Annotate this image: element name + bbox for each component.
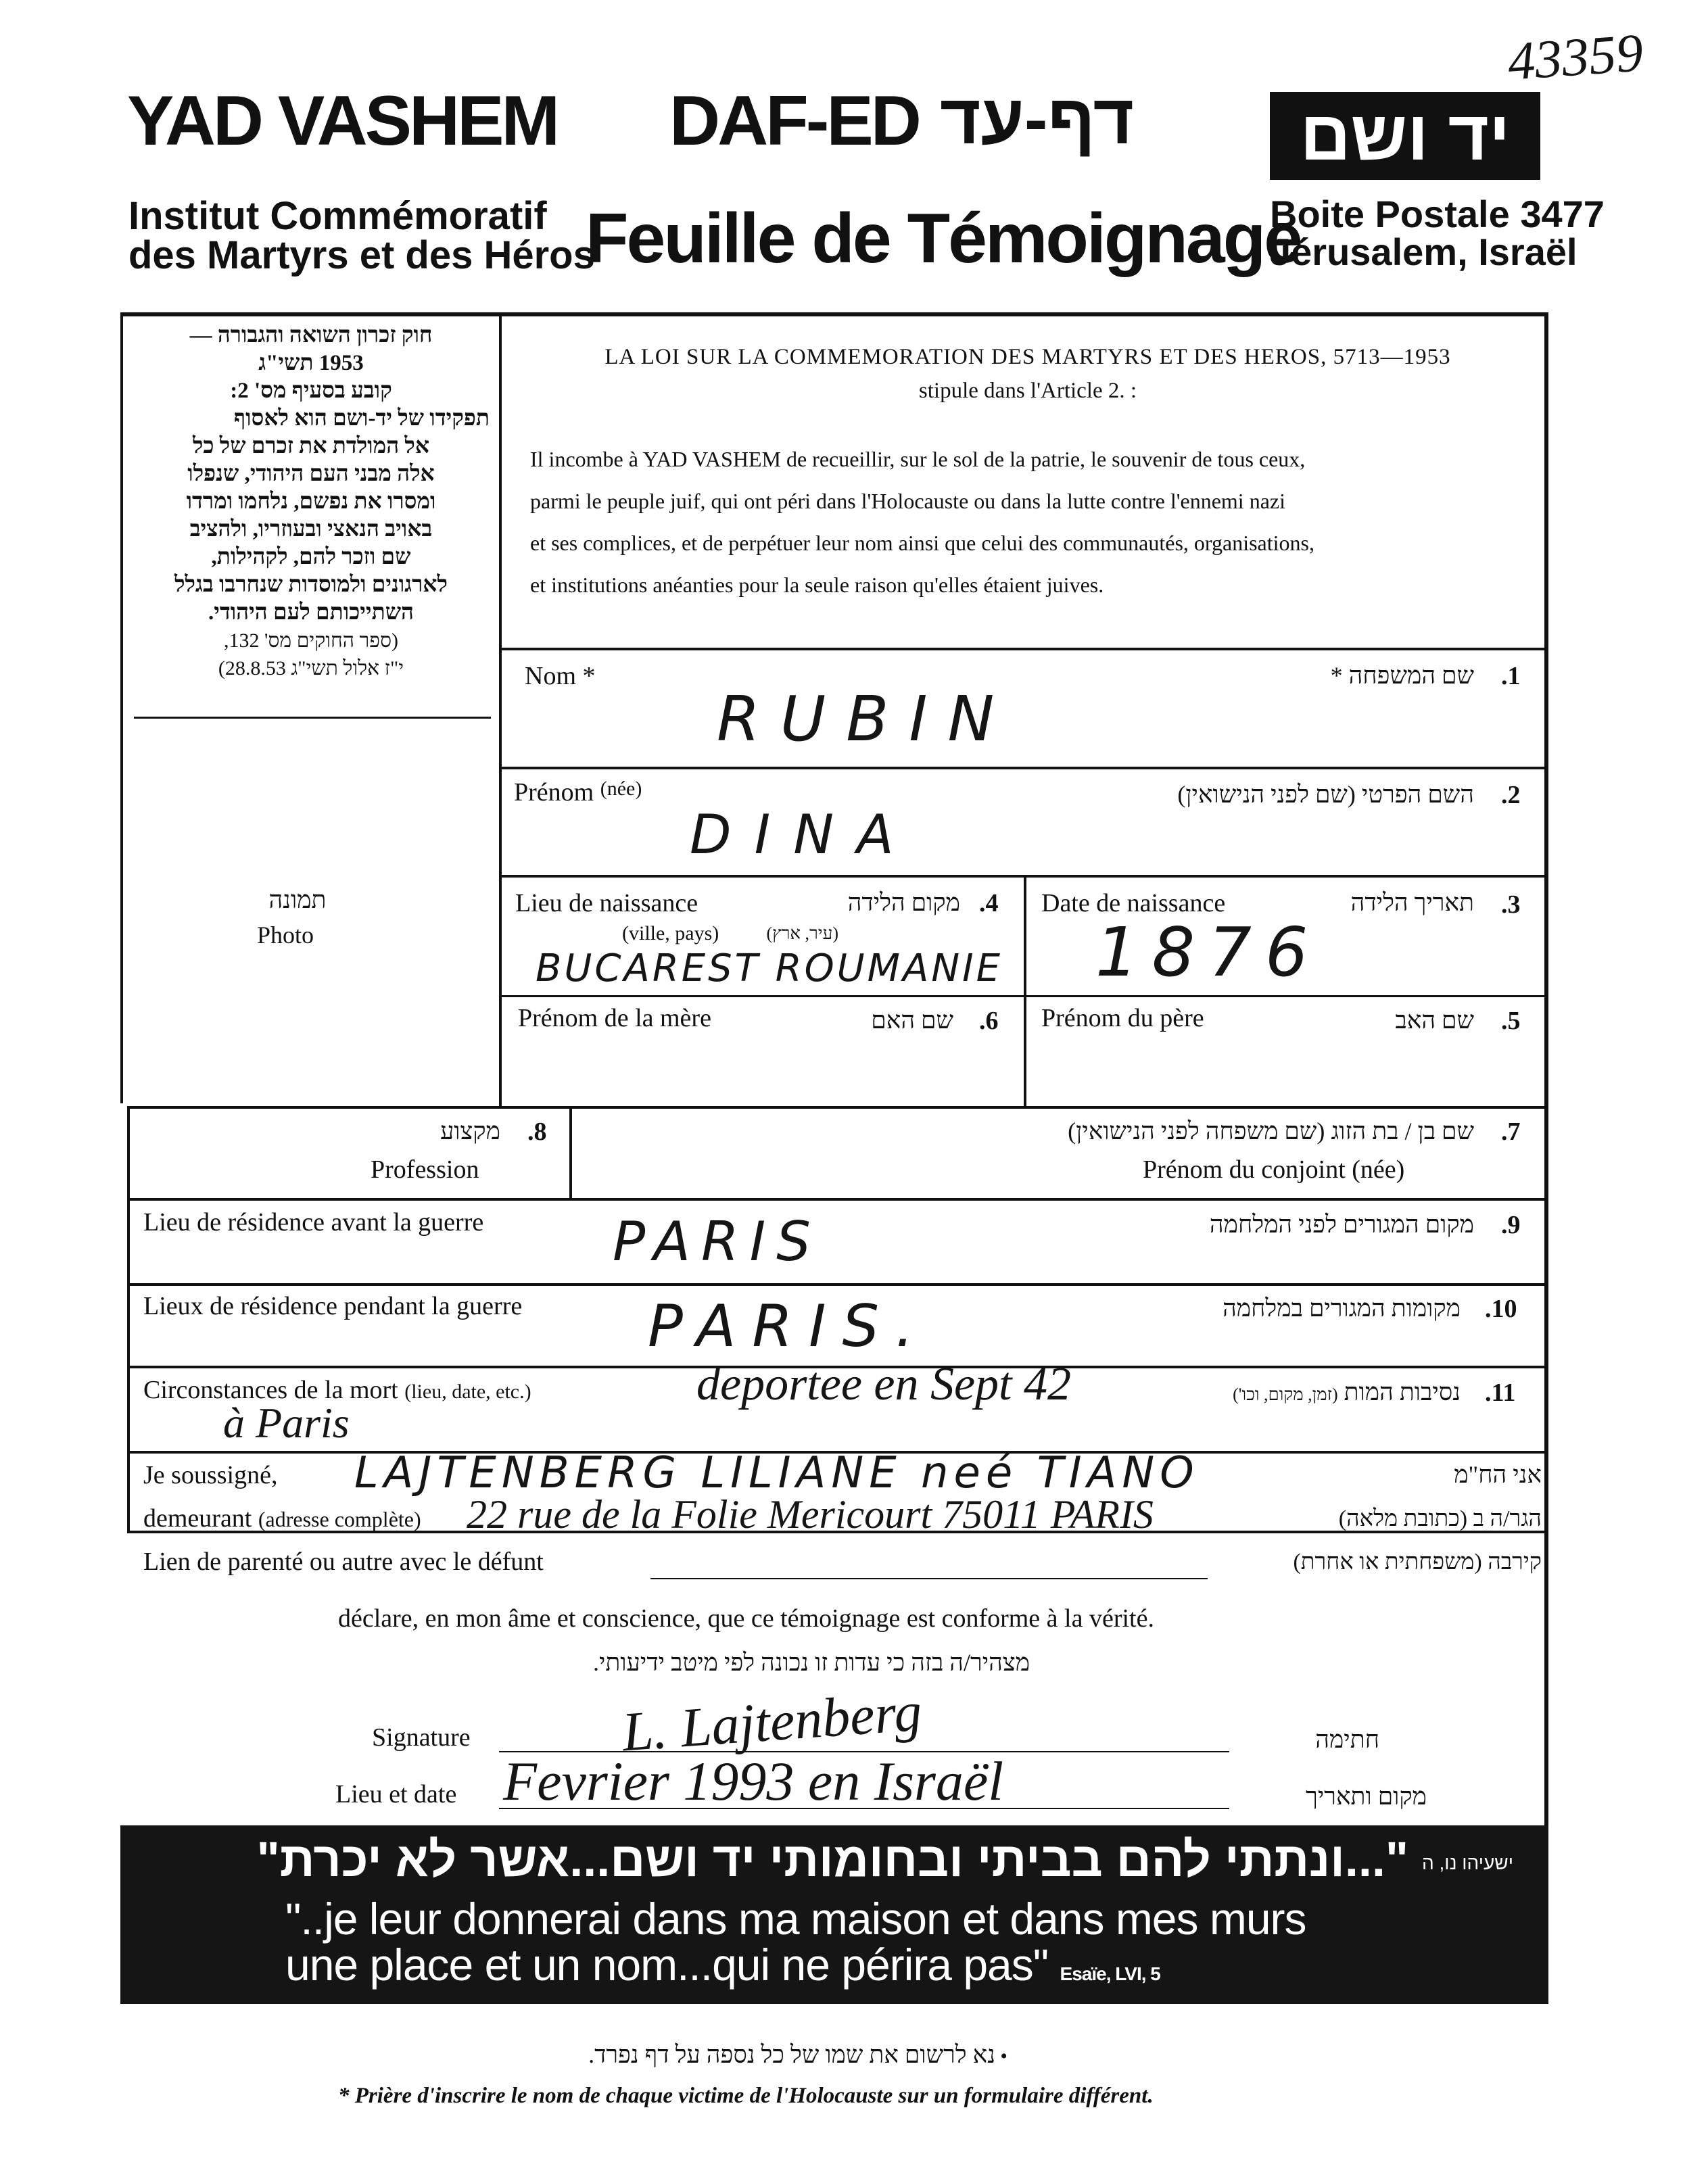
residence-pendant-number: .10 (1485, 1295, 1517, 1323)
circonstances-label-hebrew-sub: (זמן, מקום, וכו') (1233, 1385, 1338, 1404)
yad-vashem-logo-text: יד ושם (1300, 97, 1511, 175)
institute-name-line1: Institut Commémoratif (128, 194, 547, 238)
prenom-mere-number: .6 (979, 1007, 999, 1035)
law-hebrew-line: 1953 תשי"ג (258, 351, 364, 375)
lieu-naissance-label-hebrew: מקום הלידה (847, 889, 960, 916)
law-hebrew-line: י"ז אלול תשי"ג 28.8.53) (218, 657, 404, 679)
law-french-title: LA LOI SUR LA COMMEMORATION DES MARTYRS ET DES HEROS, 5713—1953 (604, 345, 1451, 369)
circonstances-label-sub: (lieu, date, etc.) (404, 1381, 531, 1403)
conjoint-number: .7 (1501, 1118, 1521, 1146)
law-hebrew-line: (ספר החוקים מס' 132, (223, 629, 399, 652)
law-french-subtitle: stipule dans l'Article 2. : (918, 379, 1137, 403)
prenom-label-hebrew: השם הפרטי (שם לפני הנישואין) (1177, 781, 1474, 808)
demeurant-label (143, 1504, 421, 1533)
signature-label-hebrew: חתימה (1315, 1726, 1379, 1753)
conjoint-label: Prénom du conjoint (née) (1143, 1155, 1405, 1184)
prenom-mere-label-hebrew: שם האם (871, 1007, 953, 1034)
banner-quote-ref: Esaïe, LVI, 5 (1060, 1963, 1160, 1984)
lieu-naissance-value[interactable]: BUCAREST ROUMANIE (536, 946, 1003, 990)
law-french-line: parmi le peuple juif, qui ont péri dans l'Holocauste ou dans la lutte contre l'ennemi nazi (530, 489, 1285, 513)
date-naissance-number: .3 (1501, 890, 1521, 919)
law-hebrew-line: חוק זכרון השואה והגבורה — (189, 323, 433, 347)
prenom-number: .2 (1501, 781, 1521, 809)
prenom-label-sub: (née) (600, 777, 642, 800)
circonstances-label-hebrew (1122, 1378, 1461, 1406)
lieu-naissance-number: .4 (979, 889, 999, 917)
photo-label: Photo (257, 921, 314, 949)
demeurant-label-hebrew: הגר/ה ב (כתובת מלאה) (1338, 1506, 1542, 1531)
address-line1: Boite Postale 3477 (1270, 193, 1605, 235)
law-hebrew-line: לארגונים ולמוסדות שנחרבו בגלל (174, 573, 448, 597)
demeurant-value[interactable]: 22 rue de la Folie Mericourt 75011 PARIS (467, 1492, 1154, 1537)
demeurant-label-text: demeurant (143, 1504, 252, 1533)
footer-french (338, 2084, 1488, 2109)
lien-label-hebrew: קירבה (משפחתית או אחרת) (1293, 1550, 1542, 1575)
photo-label-hebrew: תמונה (268, 886, 327, 913)
lien-label: Lien de parenté ou autre avec le défunt (143, 1548, 544, 1576)
law-hebrew-line: שם וזכר להם, לקהילות, (211, 545, 411, 569)
residence-avant-label-hebrew: מקום המגורים לפני המלחמה (1209, 1211, 1474, 1238)
prenom-pere-label: Prénom du père (1041, 1004, 1204, 1032)
prenom-label-text: Prénom (514, 778, 594, 807)
residence-avant-number: .9 (1501, 1211, 1521, 1239)
quote-banner (120, 1825, 1548, 2004)
signature-value[interactable]: L. Lajtenberg (620, 1680, 924, 1763)
circonstances-value-line2[interactable]: à Paris (223, 1399, 350, 1447)
yad-vashem-title: YAD VASHEM (127, 82, 558, 160)
law-hebrew-line: השתייכותם לעם היהודי. (208, 600, 414, 625)
law-hebrew-block (133, 322, 490, 682)
daf-ed-hebrew-title: דף-עד (940, 80, 1135, 159)
soussigne-value[interactable]: LAJTENBERG LILIANE neé TIANO (354, 1448, 1200, 1498)
lieu-naissance-label: Lieu de naissance (515, 889, 698, 917)
profession-number: .8 (527, 1118, 547, 1146)
footer-hebrew (473, 2040, 1122, 2069)
footer-french-bullet: * (338, 2084, 355, 2108)
circonstances-value-line1[interactable]: deportee en Sept 42 (696, 1358, 1071, 1410)
date-naissance-label-hebrew: תאריך הלידה (1350, 889, 1474, 916)
banner-hebrew-quote (256, 1832, 1513, 1888)
circonstances-number: .11 (1485, 1379, 1516, 1407)
banner-hebrew-ref: ישעיהו נו, ה (1422, 1852, 1513, 1873)
banner-quote-line2 (285, 1939, 1160, 1990)
banner-hebrew-text: "...ונתתי להם בביתי ובחומותי יד ושם...אשר לא יכרת" (256, 1833, 1408, 1887)
reference-number: 43359 (1506, 23, 1645, 92)
soussigne-label: Je soussigné, (143, 1461, 278, 1489)
lieu-naissance-label-sub: (ville, pays) (622, 922, 719, 944)
declaration-hebrew: מצהיר/ה בזה כי עדות זו נכונה לפי מיטב ידיעותי. (592, 1649, 1030, 1676)
date-naissance-label: Date de naissance (1041, 889, 1226, 917)
law-hebrew-line: באויב הנאצי ובעוזריו, ולהציב (189, 517, 433, 542)
law-hebrew-line: קובע בסעיף מס' 2: (230, 379, 392, 403)
banner-quote-line1: "..je leur donnerai dans ma maison et dans mes murs (285, 1894, 1306, 1944)
law-hebrew-line: ומסרו את נפשם, נלחמו ומרדו (186, 489, 436, 514)
prenom-mere-label: Prénom de la mère (518, 1004, 711, 1032)
lieu-date-label: Lieu et date (335, 1780, 457, 1808)
residence-pendant-label: Lieux de résidence pendant la guerre (143, 1292, 523, 1320)
yad-vashem-logo (1270, 92, 1540, 180)
nom-label: Nom * (525, 662, 596, 690)
prenom-value[interactable]: DINA (690, 803, 917, 866)
nom-label-hebrew: שם המשפחה * (1330, 662, 1474, 689)
footer-hebrew-bullet: • (995, 2045, 1007, 2067)
lieu-naissance-label-hebrew-sub: (עיר, ארץ) (766, 924, 838, 943)
soussigne-label-hebrew: אני הח"מ (1454, 1461, 1542, 1488)
circonstances-label-text: Circonstances de la mort (143, 1376, 398, 1404)
profession-label-hebrew: מקצוע (440, 1118, 500, 1145)
date-naissance-value[interactable]: 1876 (1095, 913, 1322, 992)
demeurant-label-sub: (adresse complète) (258, 1507, 421, 1531)
prenom-label (514, 777, 642, 807)
residence-avant-value[interactable]: PARIS (613, 1210, 822, 1273)
form-title: Feuille de Témoignage (586, 199, 1302, 278)
law-french-body (530, 438, 1531, 606)
address-line2: Jérusalem, Israël (1270, 231, 1577, 273)
law-hebrew-line: תפקידו של יד-ושם הוא לאסוף (234, 406, 490, 431)
law-french-line: et ses complices, et de perpétuer leur nom ainsi que celui des communautés, organisations, (530, 531, 1314, 555)
banner-quote-line2-text: une place et un nom...qui ne périra pas" (285, 1940, 1049, 1990)
conjoint-label-hebrew: שם בן / בת הזוג (שם משפחה לפני הנישואין) (1068, 1118, 1474, 1145)
signature-label: Signature (372, 1723, 471, 1752)
law-hebrew-line: אל המולדת את זכרם של כל (192, 434, 430, 458)
residence-avant-label: Lieu de résidence avant la guerre (143, 1208, 484, 1237)
lieu-date-label-hebrew: מקום ותאריך (1306, 1783, 1427, 1810)
law-french-line: et institutions anéanties pour la seule raison qu'elles étaient juives. (530, 573, 1104, 597)
law-hebrew-line: אלה מבני העם היהודי, שנפלו (187, 462, 435, 486)
daf-ed-title: DAF-ED (669, 82, 919, 160)
residence-pendant-label-hebrew: מקומות המגורים במלחמה (1223, 1295, 1461, 1322)
footer-french-text: Prière d'inscrire le nom de chaque victime de l'Holocauste sur un formulaire différent. (354, 2084, 1154, 2108)
nom-number: .1 (1501, 662, 1521, 690)
footer-hebrew-text: נא לרשום את שמו של כל נספה על דף נפרד. (588, 2041, 995, 2068)
profession-label: Profession (371, 1155, 479, 1184)
institute-name-line2: des Martyrs et des Héros (128, 233, 595, 277)
circonstances-label-hebrew-text: נסיבות המות (1344, 1379, 1461, 1406)
declaration-french: déclare, en mon âme et conscience, que ce témoignage est conforme à la vérité. (338, 1604, 1154, 1633)
law-french-line: Il incombe à YAD VASHEM de recueillir, sur le sol de la patrie, le souvenir de tous ceux, (530, 447, 1306, 471)
prenom-pere-number: .5 (1501, 1007, 1521, 1035)
residence-pendant-value[interactable]: PARIS. (648, 1293, 930, 1360)
nom-value[interactable]: RUBIN (717, 683, 1015, 755)
lieu-date-value[interactable]: Fevrier 1993 en Israël (503, 1750, 1004, 1812)
prenom-pere-label-hebrew: שם האב (1395, 1007, 1474, 1034)
